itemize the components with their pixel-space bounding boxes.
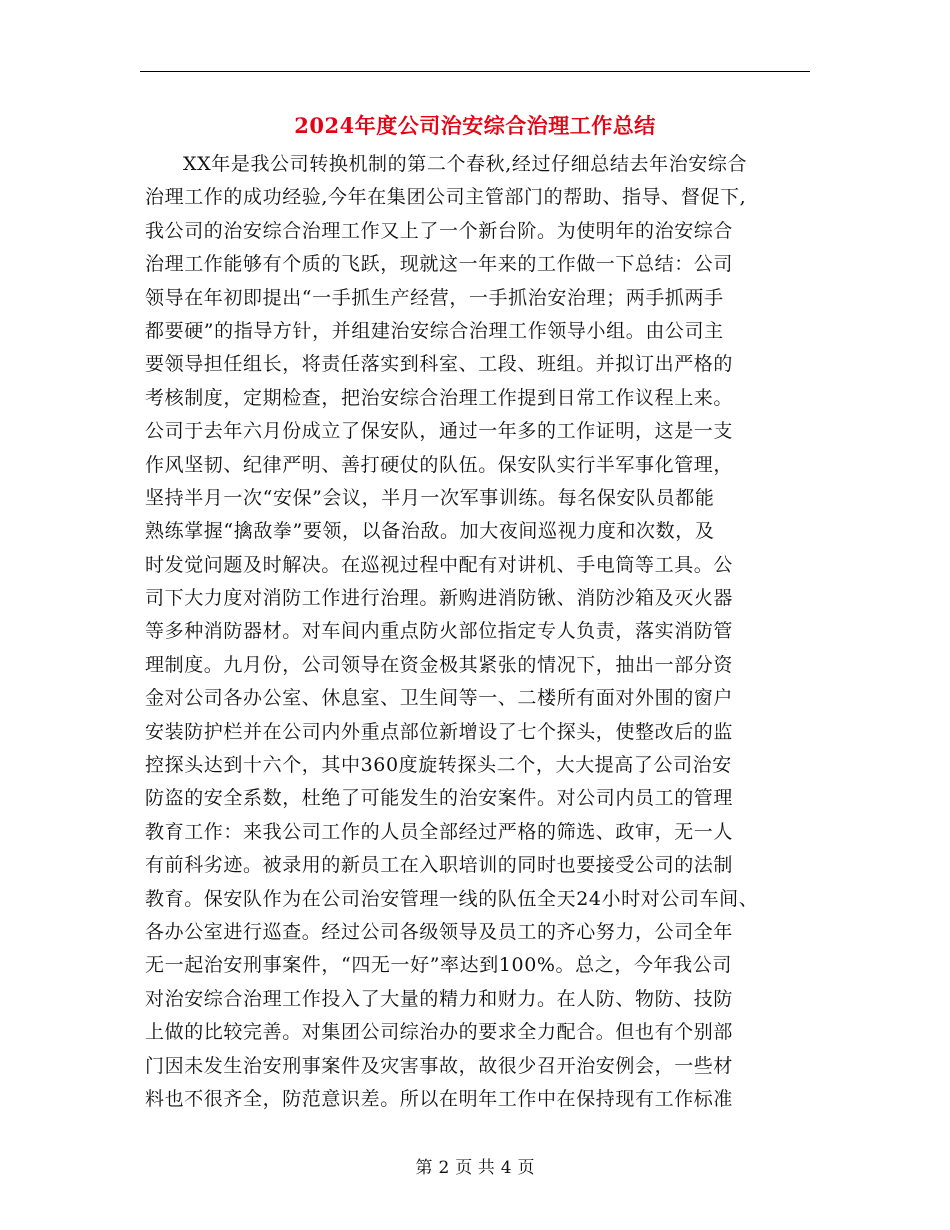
body-line: 都要硬”的指导方针，并组建治安综合治理工作领导小组。由公司主 (145, 319, 724, 342)
footer-total-pages: 4 (500, 1158, 512, 1178)
body-line: 熟练掌握“擒敌拳”要领，以备治敌。加大夜间巡视力度和次数，及 (145, 520, 715, 543)
footer-prefix: 第 (415, 1158, 433, 1178)
body-line: 要领导担任组长，将责任落实到科室、工段、班组。并拟订出严格的 (145, 353, 734, 376)
body-line: 对治安综合治理工作投入了大量的精力和财力。在人防、物防、技防 (145, 987, 734, 1010)
body-line: 料也不很齐全，防范意识差。所以在明年工作中在保持现有工作标准 (145, 1087, 734, 1110)
body-line: 考核制度，定期检查，把治安综合治理工作提到日常工作议程上来。 (145, 386, 734, 409)
document-title: 2024年度公司治安综合治理工作总结 (294, 113, 656, 138)
header-rule (140, 71, 810, 72)
footer-page-number: 2 (438, 1158, 450, 1178)
body-line: 公司于去年六月份成立了保安队，通过一年多的工作证明，这是一支 (145, 420, 734, 443)
body-line: XX年是我公司转换机制的第二个春秋,经过仔细总结去年治安综合 (183, 153, 748, 175)
body-line: 司下大力度对消防工作进行治理。新购进消防锹、消防沙箱及灭火器 (145, 587, 734, 610)
body-line: 教育。保安队作为在公司治安管理一线的队伍全天24小时对公司车间、 (145, 887, 759, 910)
body-line: 理制度。九月份，公司领导在资金极其紧张的情况下，抽出一部分资 (145, 653, 734, 676)
page-footer (0, 1153, 950, 1178)
body-line: 等多种消防器材。对车间内重点防火部位指定专人负责，落实消防管 (145, 620, 734, 643)
footer-suffix: 页 (517, 1158, 535, 1178)
body-line: 治理工作能够有个质的飞跃，现就这一年来的工作做一下总结：公司 (145, 253, 734, 276)
body-line: 防盗的安全系数，杜绝了可能发生的治安案件。对公司内员工的管理 (145, 787, 734, 810)
body-line: 坚持半月一次“安保”会议，半月一次军事训练。每名保安队员都能 (145, 486, 715, 509)
body-line: 领导在年初即提出“一手抓生产经营，一手抓治安治理；两手抓两手 (145, 286, 724, 309)
footer-middle: 页 共 (455, 1158, 495, 1178)
body-line: 作风坚韧、纪律严明、善打硬仗的队伍。保安队实行半军事化管理， (145, 453, 734, 476)
body-line: 教育工作：来我公司工作的人员全部经过严格的筛选、政审，无一人 (145, 820, 734, 843)
body-line: 时发觉问题及时解决。在巡视过程中配有对讲机、手电筒等工具。公 (145, 553, 734, 576)
body-line: 治理工作的成功经验,今年在集团公司主管部门的帮助、指导、督促下, (145, 186, 747, 209)
body-line: 各办公室进行巡查。经过公司各级领导及员工的齐心努力，公司全年 (145, 920, 734, 943)
body-line: 门因未发生治安刑事案件及灾害事故，故很少召开治安例会，一些材 (145, 1054, 734, 1077)
body-line: 安装防护栏并在公司内外重点部位新增设了七个探头，使整改后的监 (145, 720, 734, 743)
body-line: 我公司的治安综合治理工作又上了一个新台阶。为使明年的治安综合 (145, 219, 734, 242)
body-line: 无一起治安刑事案件，“四无一好”率达到100%。总之，今年我公司 (145, 954, 732, 977)
body-line: 控探头达到十六个，其中360度旋转探头二个，大大提高了公司治安 (145, 754, 732, 777)
body-text (145, 148, 820, 1116)
body-line: 上做的比较完善。对集团公司综治办的要求全力配合。但也有个别部 (145, 1021, 734, 1044)
body-line: 金对公司各办公室、休息室、卫生间等一、二楼所有面对外围的窗户 (145, 687, 734, 710)
body-line: 有前科劣迹。被录用的新员工在入职培训的同时也要接受公司的法制 (145, 854, 734, 877)
